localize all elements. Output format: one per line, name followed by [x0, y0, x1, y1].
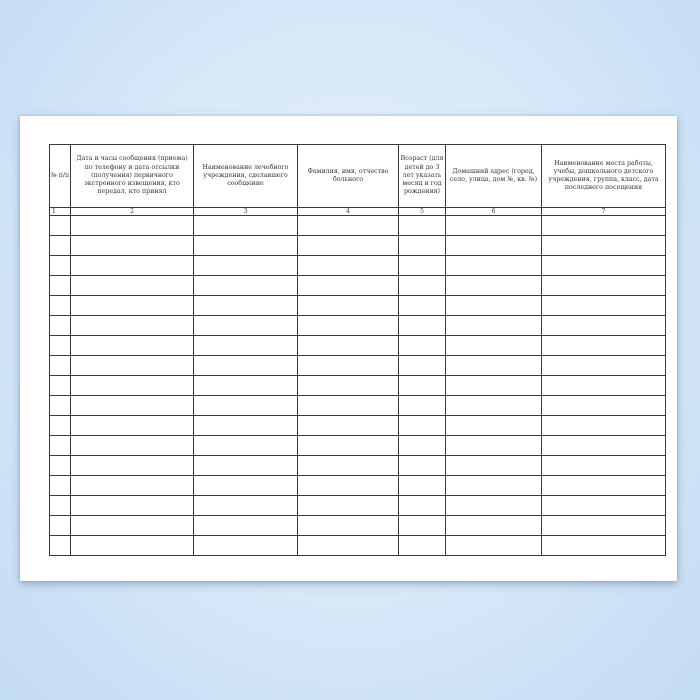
table-cell	[542, 516, 666, 536]
table-cell	[194, 256, 298, 276]
table-cell	[71, 536, 194, 556]
table-cell	[50, 456, 71, 476]
table-cell	[446, 316, 542, 336]
table-cell	[399, 536, 446, 556]
table-cell	[446, 416, 542, 436]
column-number: 5	[399, 208, 446, 216]
table-row	[50, 496, 666, 516]
table-cell	[71, 296, 194, 316]
table-cell	[194, 436, 298, 456]
table-cell	[446, 536, 542, 556]
table-row	[50, 316, 666, 336]
table-cell	[542, 296, 666, 316]
table-cell	[446, 396, 542, 416]
table-row	[50, 476, 666, 496]
table-cell	[194, 376, 298, 396]
table-cell	[446, 456, 542, 476]
table-cell	[298, 336, 399, 356]
table-cell	[298, 296, 399, 316]
table-cell	[446, 276, 542, 296]
column-number: 2	[71, 208, 194, 216]
table-cell	[446, 376, 542, 396]
table-cell	[194, 516, 298, 536]
table-cell	[71, 476, 194, 496]
table-cell	[71, 496, 194, 516]
table-cell	[50, 516, 71, 536]
table-cell	[399, 456, 446, 476]
table-cell	[50, 356, 71, 376]
table-cell	[194, 536, 298, 556]
table-cell	[50, 436, 71, 456]
table-cell	[399, 396, 446, 416]
header-address: Домашний адрес (город, село, улица, дом №, кв. №)	[446, 145, 542, 208]
table-cell	[194, 396, 298, 416]
table-cell	[446, 476, 542, 496]
table-cell	[446, 256, 542, 276]
table-cell	[50, 276, 71, 296]
table-cell	[446, 516, 542, 536]
table-cell	[399, 336, 446, 356]
table-cell	[71, 336, 194, 356]
table-cell	[298, 236, 399, 256]
table-cell	[542, 316, 666, 336]
column-number: 3	[194, 208, 298, 216]
table-cell	[399, 216, 446, 236]
header-datetime: Дата и часы сообщения (приема) по телефону и дата отсылки (получения) первичного экстренного извещения, кто передал, кто принял	[71, 145, 194, 208]
table-cell	[446, 236, 542, 256]
table-cell	[298, 216, 399, 236]
table-cell	[399, 296, 446, 316]
table-cell	[50, 296, 71, 316]
table-cell	[298, 316, 399, 336]
table-cell	[50, 256, 71, 276]
table-row	[50, 216, 666, 236]
table-cell	[194, 316, 298, 336]
table-cell	[194, 276, 298, 296]
table-cell	[71, 216, 194, 236]
table-cell	[194, 296, 298, 316]
table-cell	[194, 456, 298, 476]
table-cell	[542, 356, 666, 376]
table-cell	[399, 256, 446, 276]
table-cell	[542, 536, 666, 556]
table-cell	[194, 476, 298, 496]
table-cell	[399, 476, 446, 496]
table-cell	[50, 536, 71, 556]
table-cell	[50, 316, 71, 336]
table-cell	[298, 436, 399, 456]
table-cell	[446, 436, 542, 456]
table-cell	[71, 356, 194, 376]
table-cell	[399, 516, 446, 536]
column-number-row	[50, 208, 666, 216]
table-row	[50, 236, 666, 256]
table-cell	[50, 336, 71, 356]
table-cell	[399, 376, 446, 396]
table-cell	[71, 276, 194, 296]
table-cell	[298, 536, 399, 556]
table-cell	[298, 276, 399, 296]
table-row	[50, 376, 666, 396]
table-cell	[71, 256, 194, 276]
column-number: 4	[298, 208, 399, 216]
table-cell	[542, 456, 666, 476]
table-cell	[50, 496, 71, 516]
table-cell	[50, 416, 71, 436]
table-cell	[71, 316, 194, 336]
table-cell	[50, 376, 71, 396]
header-workplace: Наименование места работы, учебы, дошкольного детского учреждения, группа, класс, дата последнего посещения	[542, 145, 666, 208]
table-cell	[298, 256, 399, 276]
table-cell	[298, 496, 399, 516]
table-cell	[71, 436, 194, 456]
table-cell	[542, 376, 666, 396]
header-institution: Наименование лечебного учреждения, сделавшего сообщение	[194, 145, 298, 208]
table-cell	[399, 236, 446, 256]
table-cell	[446, 336, 542, 356]
table-cell	[399, 416, 446, 436]
header-number: № п/п	[50, 145, 71, 208]
table-cell	[194, 236, 298, 256]
table-cell	[298, 416, 399, 436]
table-cell	[298, 456, 399, 476]
column-number: 6	[446, 208, 542, 216]
table-cell	[71, 516, 194, 536]
table-cell	[542, 476, 666, 496]
table-cell	[399, 316, 446, 336]
table-cell	[542, 256, 666, 276]
table-cell	[446, 496, 542, 516]
table-row	[50, 356, 666, 376]
table-cell	[298, 356, 399, 376]
table-cell	[399, 356, 446, 376]
table-row	[50, 456, 666, 476]
table-cell	[542, 336, 666, 356]
table-cell	[542, 416, 666, 436]
table-cell	[542, 436, 666, 456]
table-cell	[399, 496, 446, 516]
table-cell	[399, 276, 446, 296]
table-row	[50, 536, 666, 556]
table-row	[50, 516, 666, 536]
table-cell	[71, 416, 194, 436]
table-cell	[71, 236, 194, 256]
table-row	[50, 396, 666, 416]
table-cell	[542, 216, 666, 236]
journal-page	[20, 116, 677, 581]
table-row	[50, 276, 666, 296]
table-cell	[298, 516, 399, 536]
column-number: 1	[50, 208, 71, 216]
table-cell	[50, 476, 71, 496]
table-cell	[399, 436, 446, 456]
table-cell	[446, 296, 542, 316]
table-cell	[71, 456, 194, 476]
table-cell	[194, 356, 298, 376]
table-cell	[50, 236, 71, 256]
table-cell	[194, 336, 298, 356]
header-age: Возраст (для детей до 3 лет указать месяц и год рождения)	[399, 145, 446, 208]
table-row	[50, 436, 666, 456]
table-cell	[542, 236, 666, 256]
table-cell	[446, 356, 542, 376]
table-cell	[71, 376, 194, 396]
table-row	[50, 336, 666, 356]
table-cell	[71, 396, 194, 416]
journal-table	[49, 144, 666, 556]
table-row	[50, 256, 666, 276]
column-number: 7	[542, 208, 666, 216]
table-cell	[298, 396, 399, 416]
table-cell	[194, 216, 298, 236]
table-cell	[50, 216, 71, 236]
table-cell	[50, 396, 71, 416]
table-cell	[542, 396, 666, 416]
table-cell	[298, 476, 399, 496]
header-patient-name: Фамилия, имя, отчество больного	[298, 145, 399, 208]
table-cell	[298, 376, 399, 396]
table-cell	[542, 276, 666, 296]
table-row	[50, 416, 666, 436]
table-row	[50, 296, 666, 316]
table-cell	[194, 416, 298, 436]
header-row	[50, 145, 666, 208]
table-cell	[446, 216, 542, 236]
table-cell	[542, 496, 666, 516]
table-cell	[194, 496, 298, 516]
